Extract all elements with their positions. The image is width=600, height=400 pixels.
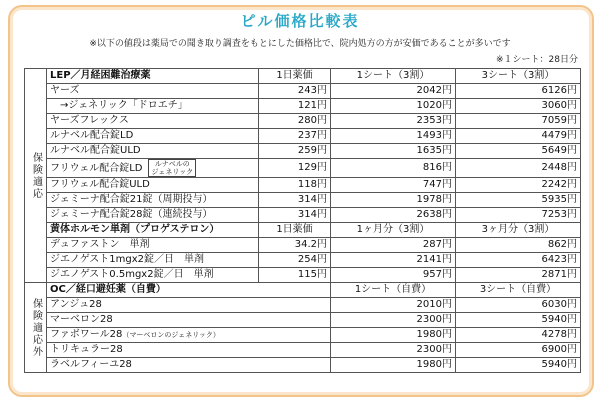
three-month-price: 862円 bbox=[456, 238, 581, 253]
drug-name: ジェミーナ配合錠28錠（連続投与） bbox=[47, 208, 259, 223]
table-row bbox=[25, 159, 581, 178]
daily-price: 129円 bbox=[259, 159, 331, 178]
one-sheet-price: 2042円 bbox=[331, 84, 456, 99]
survey-note: ※以下の値段は薬局での聞き取り調査をもとにした価格比で、院内処方の方が安価であることが多いです bbox=[89, 39, 511, 49]
three-sheet-price: 5935円 bbox=[456, 193, 581, 208]
group-label-insured: 保険適応 bbox=[25, 69, 47, 283]
drug-name: ルナベル配合錠ULD bbox=[47, 144, 259, 159]
col-header: 3シート（自費） bbox=[456, 283, 581, 298]
col-header: 1日薬価 bbox=[259, 69, 331, 84]
table-row bbox=[25, 268, 581, 283]
section-oc-title: OC／経口避妊薬（自費） bbox=[47, 283, 331, 298]
generic-note: （マーベロンのジェネリック） bbox=[122, 331, 220, 339]
drug-name: ヤーズフレックス bbox=[47, 114, 259, 129]
daily-price: 243円 bbox=[259, 84, 331, 99]
table-row bbox=[25, 129, 581, 144]
one-sheet-price: 1980円 bbox=[331, 358, 456, 373]
daily-price: 34.2円 bbox=[259, 238, 331, 253]
drug-name: フリウェル配合錠LD bbox=[50, 163, 143, 174]
daily-price: 314円 bbox=[259, 193, 331, 208]
table-row bbox=[25, 208, 581, 223]
price-table bbox=[24, 68, 581, 373]
table-row bbox=[25, 114, 581, 129]
three-sheet-price: 3060円 bbox=[456, 99, 581, 114]
one-sheet-price: 1978円 bbox=[331, 193, 456, 208]
col-header: 1ヶ月分（3割） bbox=[331, 223, 456, 238]
section-progestin-header-row bbox=[25, 223, 581, 238]
one-sheet-price: 1020円 bbox=[331, 99, 456, 114]
three-sheet-price: 6900円 bbox=[456, 343, 581, 358]
col-header: 3ヶ月分（3割） bbox=[456, 223, 581, 238]
section-oc-header-row bbox=[25, 283, 581, 298]
table-row bbox=[25, 343, 581, 358]
table-row bbox=[25, 298, 581, 313]
sheet-note: ※１シート：28日分 bbox=[496, 55, 578, 65]
group-label-uninsured: 保険適応外 bbox=[25, 283, 47, 373]
table-row bbox=[25, 84, 581, 99]
three-sheet-price: 4278円 bbox=[456, 328, 581, 343]
daily-price: 118円 bbox=[259, 178, 331, 193]
table-row bbox=[25, 328, 581, 343]
three-month-price: 2871円 bbox=[456, 268, 581, 283]
three-sheet-price: 7253円 bbox=[456, 208, 581, 223]
drug-name: ルナベル配合錠LD bbox=[47, 129, 259, 144]
daily-price: 115円 bbox=[259, 268, 331, 283]
drug-name: ラベルフィーユ28 bbox=[47, 358, 331, 373]
drug-name-cell bbox=[47, 328, 331, 343]
col-header: 1シート（3割） bbox=[331, 69, 456, 84]
one-sheet-price: 747円 bbox=[331, 178, 456, 193]
daily-price: 314円 bbox=[259, 208, 331, 223]
one-sheet-price: 816円 bbox=[331, 159, 456, 178]
table-row bbox=[25, 358, 581, 373]
col-header: 1シート（自費） bbox=[331, 283, 456, 298]
table-row bbox=[25, 144, 581, 159]
daily-price: 237円 bbox=[259, 129, 331, 144]
three-sheet-price: 6126円 bbox=[456, 84, 581, 99]
table-row bbox=[25, 193, 581, 208]
daily-price: 280円 bbox=[259, 114, 331, 129]
table-row bbox=[25, 99, 581, 114]
drug-name: ジエノゲスト0.5mgx2錠／日 単剤 bbox=[47, 268, 259, 283]
one-sheet-price: 1635円 bbox=[331, 144, 456, 159]
drug-name-cell bbox=[47, 159, 259, 178]
drug-name: ジェミーナ配合錠21錠（周期投与） bbox=[47, 193, 259, 208]
generic-tag-line1: ルナベルの bbox=[154, 160, 190, 168]
drug-name: トリキュラー28 bbox=[47, 343, 331, 358]
generic-tag-line2: ジェネリック bbox=[151, 168, 194, 176]
section-progestin-title: 黄体ホルモン単剤（プロゲステロン） bbox=[47, 223, 259, 238]
one-month-price: 957円 bbox=[331, 268, 456, 283]
section-lep-title: LEP／月経困難治療薬 bbox=[47, 69, 259, 84]
one-sheet-price: 2353円 bbox=[331, 114, 456, 129]
three-sheet-price: 5940円 bbox=[456, 358, 581, 373]
daily-price: 254円 bbox=[259, 253, 331, 268]
three-sheet-price: 4479円 bbox=[456, 129, 581, 144]
three-sheet-price: 5940円 bbox=[456, 313, 581, 328]
one-sheet-price: 2638円 bbox=[331, 208, 456, 223]
daily-price: 121円 bbox=[259, 99, 331, 114]
one-sheet-price: 1980円 bbox=[331, 328, 456, 343]
daily-price: 259円 bbox=[259, 144, 331, 159]
drug-name: ファボワール28 bbox=[50, 329, 123, 340]
one-sheet-price: 2300円 bbox=[331, 313, 456, 328]
one-month-price: 287円 bbox=[331, 238, 456, 253]
drug-name: →ジェネリック「ドロエチ」 bbox=[47, 99, 259, 114]
page-title: ピル価格比較表 bbox=[240, 12, 360, 30]
drug-name: アンジュ28 bbox=[47, 298, 331, 313]
three-month-price: 6423円 bbox=[456, 253, 581, 268]
drug-name: ジエノゲスト1mgx2錠／日 単剤 bbox=[47, 253, 259, 268]
table-row bbox=[25, 238, 581, 253]
three-sheet-price: 6030円 bbox=[456, 298, 581, 313]
one-sheet-price: 1493円 bbox=[331, 129, 456, 144]
drug-name: ヤーズ bbox=[47, 84, 259, 99]
one-sheet-price: 2300円 bbox=[331, 343, 456, 358]
one-sheet-price: 2010円 bbox=[331, 298, 456, 313]
drug-name: マーベロン28 bbox=[47, 313, 331, 328]
table-row bbox=[25, 313, 581, 328]
three-sheet-price: 5649円 bbox=[456, 144, 581, 159]
table-row bbox=[25, 253, 581, 268]
three-sheet-price: 7059円 bbox=[456, 114, 581, 129]
table-row bbox=[25, 178, 581, 193]
col-header: 1日薬価 bbox=[259, 223, 331, 238]
one-month-price: 2141円 bbox=[331, 253, 456, 268]
drug-name: デュファストン 単剤 bbox=[47, 238, 259, 253]
three-sheet-price: 2448円 bbox=[456, 159, 581, 178]
section-lep-header-row bbox=[25, 69, 581, 84]
col-header: 3シート（3割） bbox=[456, 69, 581, 84]
three-sheet-price: 2242円 bbox=[456, 178, 581, 193]
drug-name: フリウェル配合錠ULD bbox=[47, 178, 259, 193]
generic-tag bbox=[148, 159, 196, 177]
